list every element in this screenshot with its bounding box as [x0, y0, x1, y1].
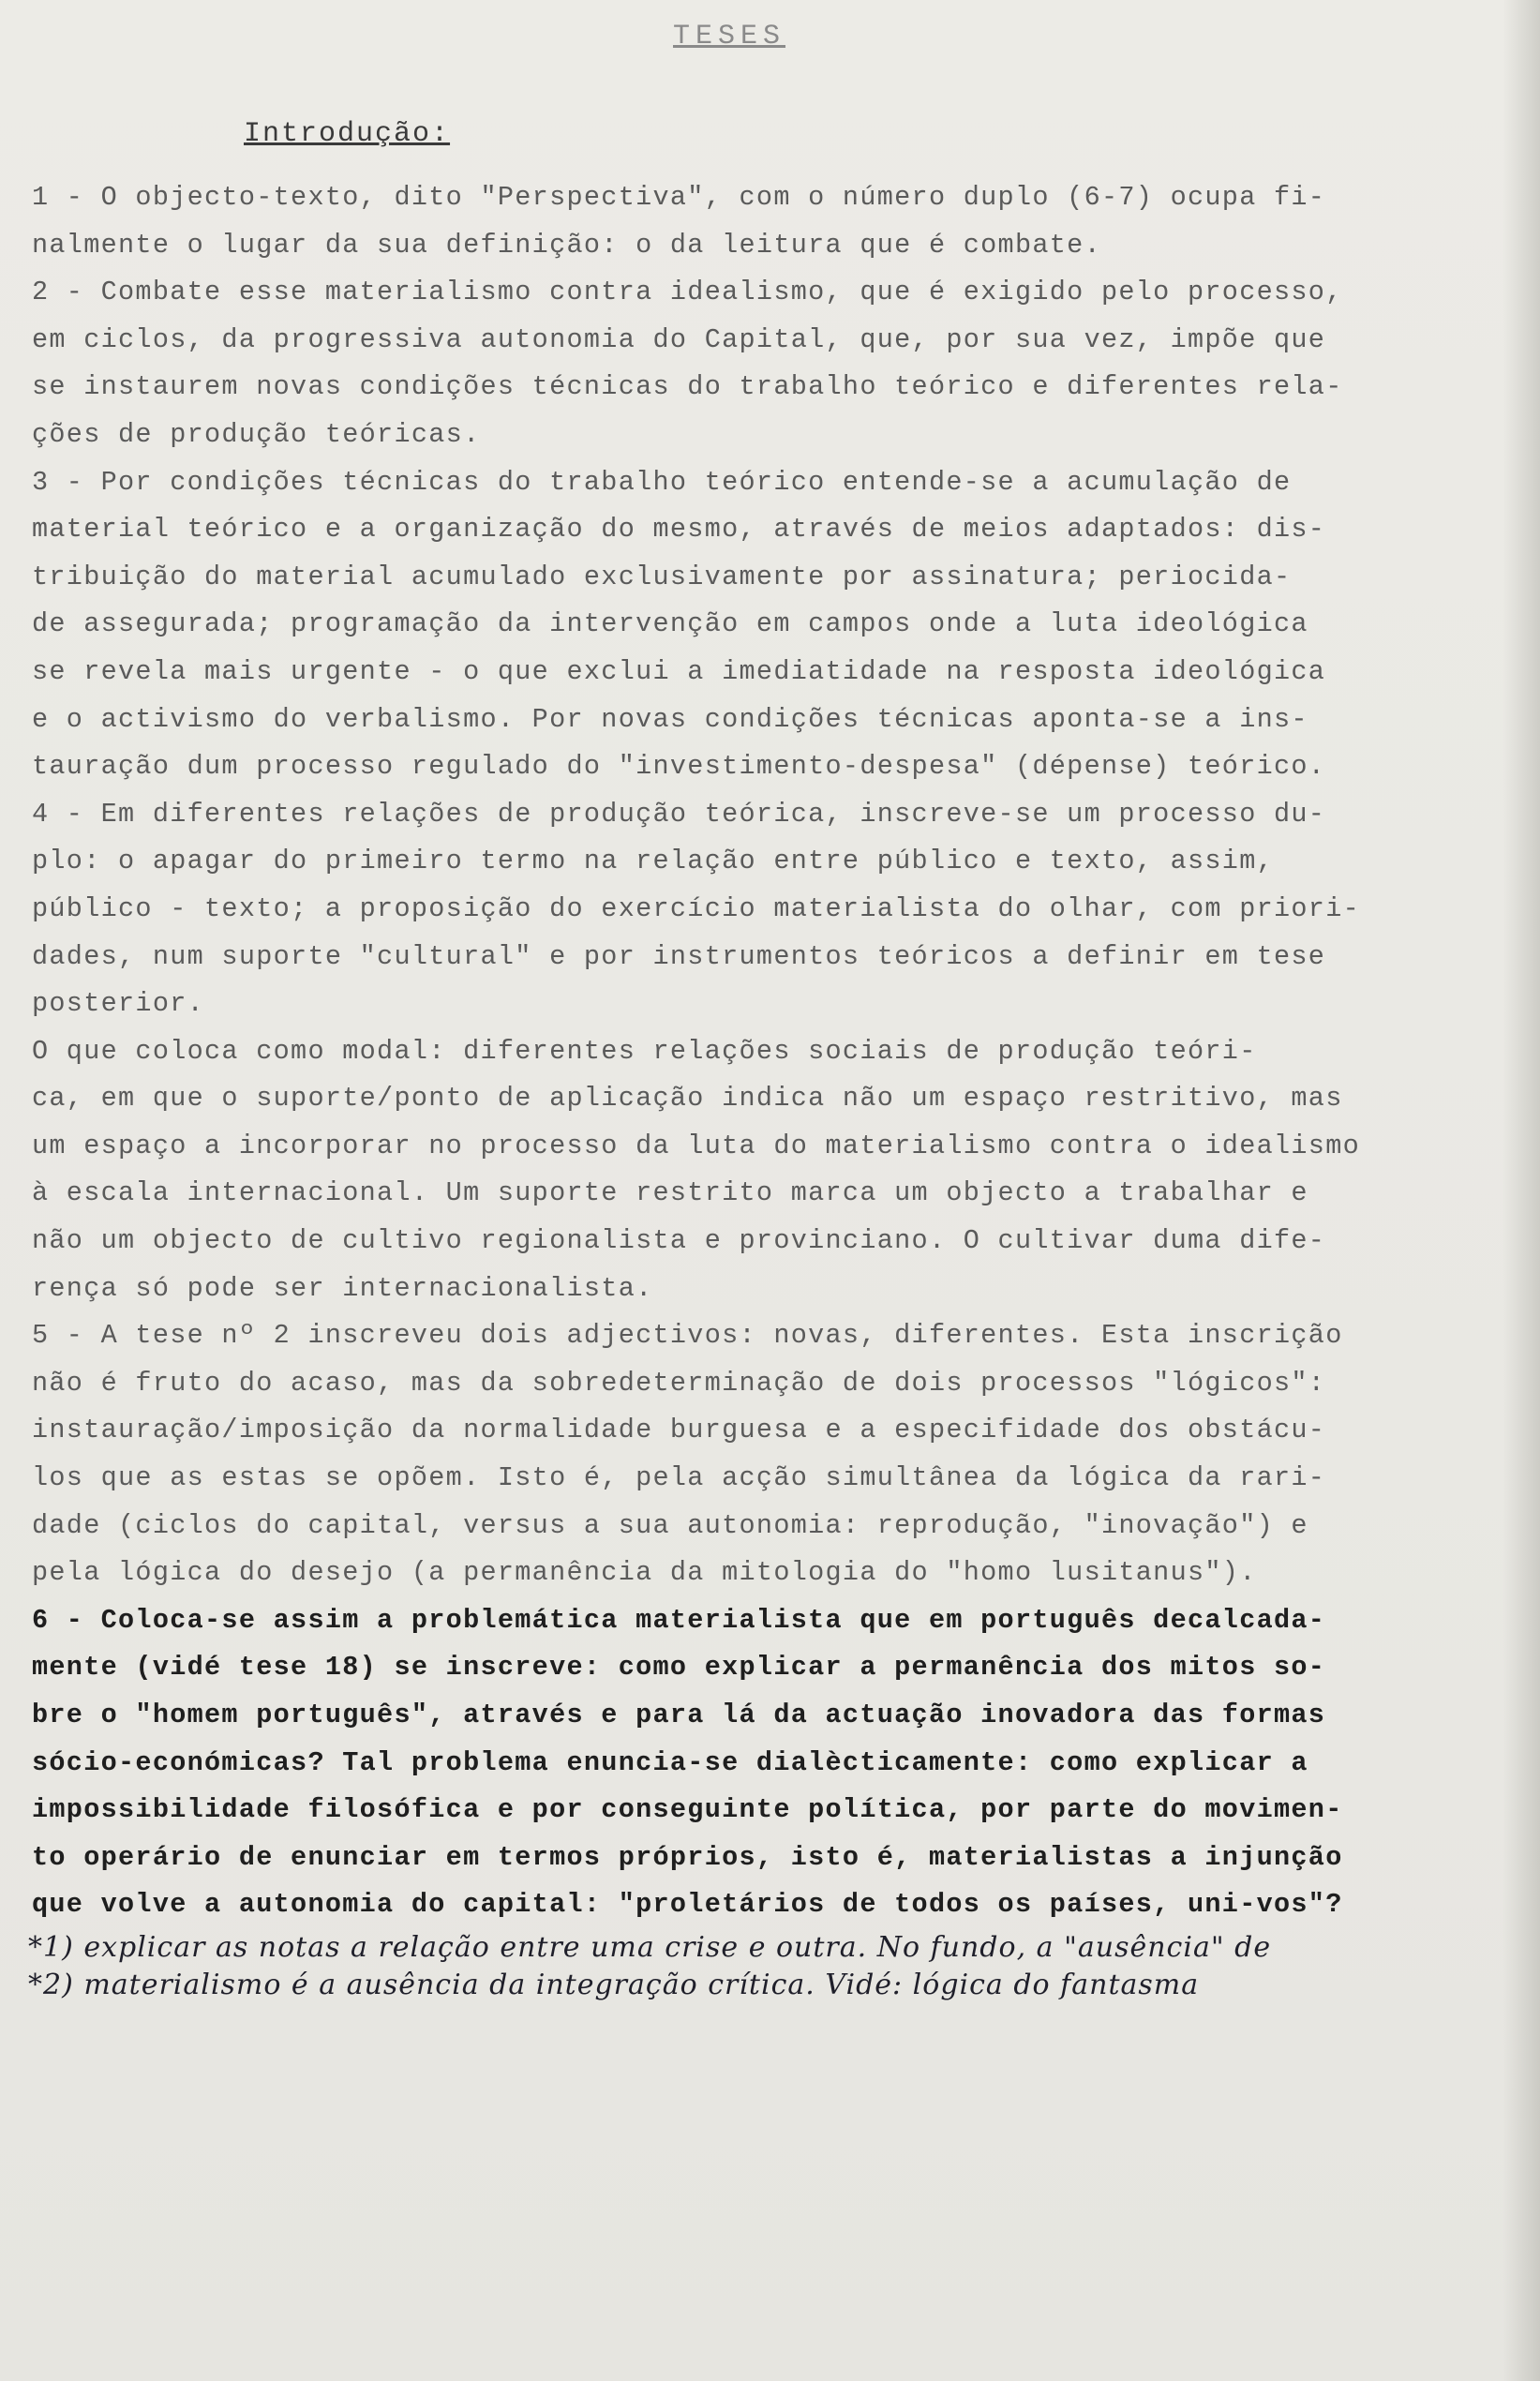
text-line: rença só pode ser internacionalista. — [32, 1272, 653, 1304]
text-line: O que coloca como modal: diferentes relações sociais de produção teóri- — [32, 1035, 1257, 1067]
text-line: à escala internacional. Um suporte restrito marca um objecto a trabalhar e — [32, 1177, 1308, 1209]
text-line: não é fruto do acaso, mas da sobredeterminação de dois processos "lógicos": — [32, 1367, 1326, 1399]
text-line: tauração dum processo regulado do "investimento-despesa" (dépense) teórico. — [32, 751, 1326, 783]
text-line: pela lógica do desejo (a permanência da mitologia do "homo lusitanus"). — [32, 1557, 1257, 1589]
text-line: não um objecto de cultivo regionalista e provinciano. O cultivar duma dife- — [32, 1225, 1326, 1257]
text-line: nalmente o lugar da sua definição: o da leitura que é combate. — [32, 229, 1101, 261]
handwritten-note: *2) materialismo é a ausência da integração crítica. Vidé: lógica do fantasma — [28, 1969, 1200, 2001]
text-line: bre o "homem português", através e para lá da actuação inovadora das formas — [32, 1700, 1326, 1730]
text-line: que volve a autonomia do capital: "proletários de todos os países, uni-vos"? — [32, 1889, 1343, 1921]
typed-text-body — [32, 174, 1494, 1929]
text-line: to operário de enunciar em termos próprios, isto é, materialistas a injunção — [32, 1841, 1343, 1873]
text-line: material teórico e a organização do mesmo, através de meios adaptados: dis- — [32, 514, 1326, 546]
text-line: impossibilidade filosófica e por conseguinte política, por parte do movimen- — [32, 1794, 1343, 1826]
text-line: 1 - O objecto-texto, dito "Perspectiva", com o número duplo (6-7) ocupa fi- — [32, 182, 1326, 213]
text-line: ções de produção teóricas. — [32, 418, 481, 450]
text-line: 4 - Em diferentes relações de produção teórica, inscreve-se um processo du- — [32, 798, 1326, 830]
text-line: e o activismo do verbalismo. Por novas condições técnicas aponta-se a ins- — [32, 703, 1308, 735]
text-line: se instaurem novas condições técnicas do trabalho teórico e diferentes rela- — [32, 371, 1343, 403]
text-line: tribuição do material acumulado exclusivamente por assinatura; periocida- — [32, 561, 1292, 592]
text-line: 6 - Coloca-se assim a problemática materialista que em português decalcada- — [32, 1604, 1326, 1636]
section-title: Introdução: — [244, 118, 451, 150]
document-heading: TESES — [673, 21, 786, 52]
text-line: público - texto; a proposição do exercício materialista do olhar, com priori- — [32, 892, 1361, 924]
text-line: 5 - A tese nº 2 inscreveu dois adjectivos: novas, diferentes. Esta inscrição — [32, 1320, 1343, 1352]
text-line: em ciclos, da progressiva autonomia do Capital, que, por sua vez, impõe que — [32, 323, 1326, 355]
text-line: posterior. — [32, 988, 205, 1020]
text-line: dades, num suporte "cultural" e por instrumentos teóricos a definir em tese — [32, 940, 1326, 972]
text-line: um espaço a incorporar no processo da luta do materialismo contra o idealismo — [32, 1130, 1361, 1161]
text-line: los que as estas se opõem. Isto é, pela acção simultânea da lógica da rari- — [32, 1462, 1326, 1494]
text-line: mente (vidé tese 18) se inscreve: como explicar a permanência dos mitos so- — [32, 1652, 1326, 1684]
text-line: instauração/imposição da normalidade burguesa e a especifidade dos obstácu- — [32, 1415, 1326, 1446]
text-line: de assegurada; programação da intervenção em campos onde a luta ideológica — [32, 608, 1308, 640]
text-line: sócio-económicas? Tal problema enuncia-se dialècticamente: como explicar a — [32, 1746, 1308, 1778]
text-line: ca, em que o suporte/ponto de aplicação indica não um espaço restritivo, mas — [32, 1083, 1343, 1115]
text-line: 3 - Por condições técnicas do trabalho teórico entende-se a acumulação de — [32, 466, 1292, 498]
text-line: 2 - Combate esse materialismo contra idealismo, que é exigido pelo processo, — [32, 277, 1343, 308]
text-line: se revela mais urgente - o que exclui a imediatidade na resposta ideológica — [32, 655, 1326, 687]
page-edge-shadow — [1503, 0, 1540, 2381]
text-line: dade (ciclos do capital, versus a sua autonomia: reprodução, "inovação") e — [32, 1509, 1308, 1541]
handwritten-note: *1) explicar as notas a relação entre uma crise e outra. No fundo, a "ausência" de — [28, 1931, 1272, 1964]
text-line: plo: o apagar do primeiro termo na relação entre público e texto, assim, — [32, 846, 1274, 877]
handwritten-notes — [28, 1929, 1509, 2004]
